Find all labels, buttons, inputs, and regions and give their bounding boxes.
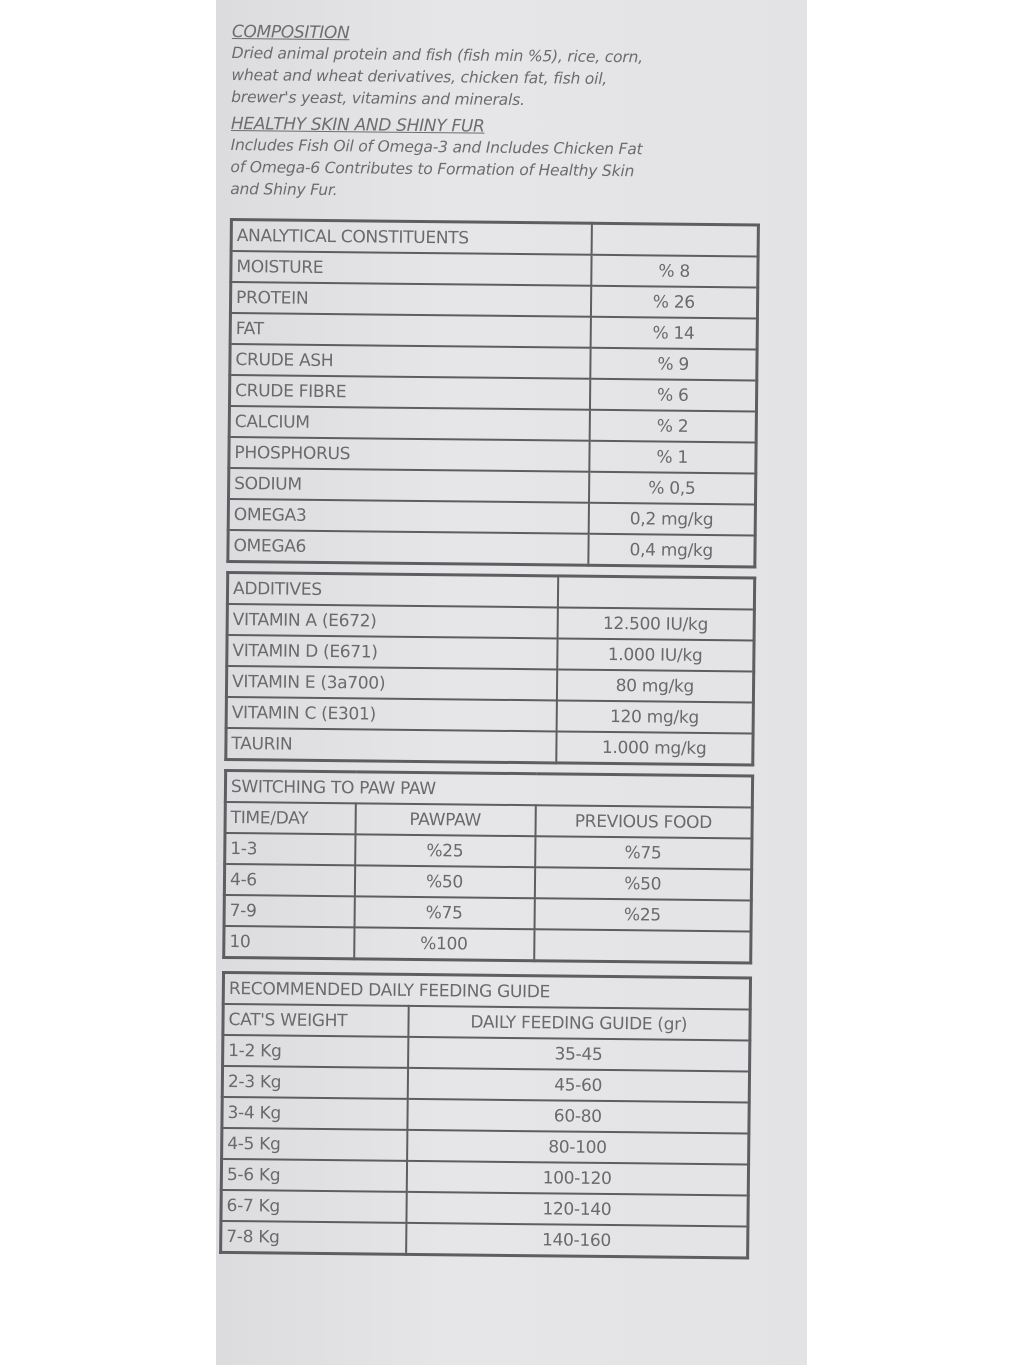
- additive-name: VITAMIN D (E671): [227, 635, 557, 669]
- table-cell: [591, 223, 758, 256]
- table-cell: [557, 576, 754, 610]
- constituent-value: % 6: [589, 379, 756, 412]
- additive-name: TAURIN: [226, 728, 556, 763]
- feeding-title: RECOMMENDED DAILY FEEDING GUIDE: [223, 972, 750, 1009]
- constituent-name: OMEGA6: [228, 530, 588, 565]
- skin-line: and Shiny Fur.: [230, 179, 338, 200]
- composition-text: [231, 42, 762, 114]
- skin-text: [230, 134, 761, 206]
- composition-line: wheat and wheat derivatives, chicken fat, fish oil,: [231, 65, 608, 88]
- additive-value: 120 mg/kg: [556, 700, 753, 733]
- previous-food-cell: %50: [534, 867, 751, 900]
- composition-heading: COMPOSITION: [231, 22, 350, 44]
- pawpaw-cell: %50: [354, 865, 534, 898]
- constituent-name: FAT: [230, 313, 590, 348]
- constituent-name: CALCIUM: [229, 406, 589, 441]
- composition-line: brewer's yeast, vitamins and minerals.: [231, 87, 525, 110]
- additive-value: 80 mg/kg: [556, 669, 753, 702]
- additives-table: [224, 571, 756, 767]
- constituent-value: % 0,5: [588, 472, 755, 505]
- constituent-name: PROTEIN: [230, 282, 590, 317]
- constituent-value: % 9: [590, 348, 757, 381]
- weight-cell: 7-8 Kg: [221, 1221, 406, 1254]
- constituent-value: % 1: [589, 441, 756, 474]
- label-content: [219, 22, 762, 1259]
- additive-name: VITAMIN A (E672): [227, 604, 557, 638]
- additive-value: 12.500 IU/kg: [557, 607, 754, 640]
- weight-cell: 1-2 Kg: [223, 1035, 408, 1068]
- weight-cell: 3-4 Kg: [222, 1097, 407, 1130]
- additive-value: 1.000 mg/kg: [556, 731, 753, 765]
- column-header: TIME/DAY: [225, 802, 355, 834]
- weight-cell: 6-7 Kg: [221, 1190, 406, 1223]
- constituent-value: 0,2 mg/kg: [588, 503, 755, 536]
- constituent-value: % 14: [590, 317, 757, 350]
- constituent-name: SODIUM: [229, 468, 589, 503]
- table-row: [224, 926, 751, 963]
- previous-food-cell: [534, 929, 751, 963]
- additive-value: 1.000 IU/kg: [557, 638, 754, 671]
- additive-name: VITAMIN C (E301): [226, 697, 556, 731]
- grams-cell: 100-120: [406, 1161, 748, 1196]
- pawpaw-cell: %25: [355, 834, 535, 867]
- skin-heading: HEALTHY SKIN AND SHINY FUR: [230, 113, 485, 137]
- day-cell: 4-6: [224, 864, 354, 896]
- table-row: [226, 728, 753, 765]
- switching-table: [222, 769, 754, 965]
- constituent-name: PHOSPHORUS: [229, 437, 589, 472]
- column-header: DAILY FEEDING GUIDE (gr): [408, 1006, 750, 1041]
- weight-cell: 4-5 Kg: [222, 1128, 407, 1161]
- constituent-name: CRUDE FIBRE: [229, 375, 589, 410]
- constituent-value: % 26: [590, 286, 757, 319]
- table-row: [221, 1221, 748, 1258]
- table-row: [228, 530, 755, 567]
- constituent-value: 0,4 mg/kg: [588, 534, 755, 567]
- grams-cell: 80-100: [407, 1130, 749, 1165]
- day-cell: 10: [224, 926, 354, 959]
- feeding-table: [219, 971, 752, 1260]
- grams-cell: 120-140: [406, 1192, 748, 1227]
- constituent-name: CRUDE ASH: [230, 344, 590, 379]
- column-header: PREVIOUS FOOD: [535, 805, 752, 838]
- column-header: CAT'S WEIGHT: [223, 1004, 408, 1037]
- previous-food-cell: %25: [534, 898, 751, 931]
- day-cell: 7-9: [224, 895, 354, 927]
- weight-cell: 5-6 Kg: [221, 1159, 406, 1192]
- grams-cell: 140-160: [406, 1223, 748, 1258]
- composition-line: Dried animal protein and fish (fish min %5), rice, corn,: [231, 43, 643, 67]
- grams-cell: 45-60: [407, 1068, 749, 1103]
- weight-cell: 2-3 Kg: [222, 1066, 407, 1099]
- day-cell: 1-3: [225, 833, 355, 865]
- constituent-value: % 8: [591, 255, 758, 288]
- column-header: PAWPAW: [355, 803, 535, 836]
- additive-name: VITAMIN E (3a700): [226, 666, 556, 700]
- pawpaw-cell: %100: [354, 927, 534, 960]
- previous-food-cell: %75: [535, 836, 752, 869]
- analytical-table: [226, 218, 760, 569]
- skin-line: Includes Fish Oil of Omega-3 and Includes Chicken Fat: [230, 135, 643, 159]
- analytical-title: ANALYTICAL CONSTITUENTS: [231, 220, 591, 255]
- grams-cell: 35-45: [408, 1037, 750, 1072]
- constituent-name: MOISTURE: [231, 251, 591, 286]
- grams-cell: 60-80: [407, 1099, 749, 1134]
- switching-title: SWITCHING TO PAW PAW: [225, 770, 752, 807]
- constituent-name: OMEGA3: [228, 499, 588, 534]
- skin-line: of Omega-6 Contributes to Formation of Healthy Skin: [230, 157, 635, 181]
- pawpaw-cell: %75: [354, 896, 534, 929]
- constituent-value: % 2: [589, 410, 756, 443]
- additives-title: ADDITIVES: [227, 572, 557, 607]
